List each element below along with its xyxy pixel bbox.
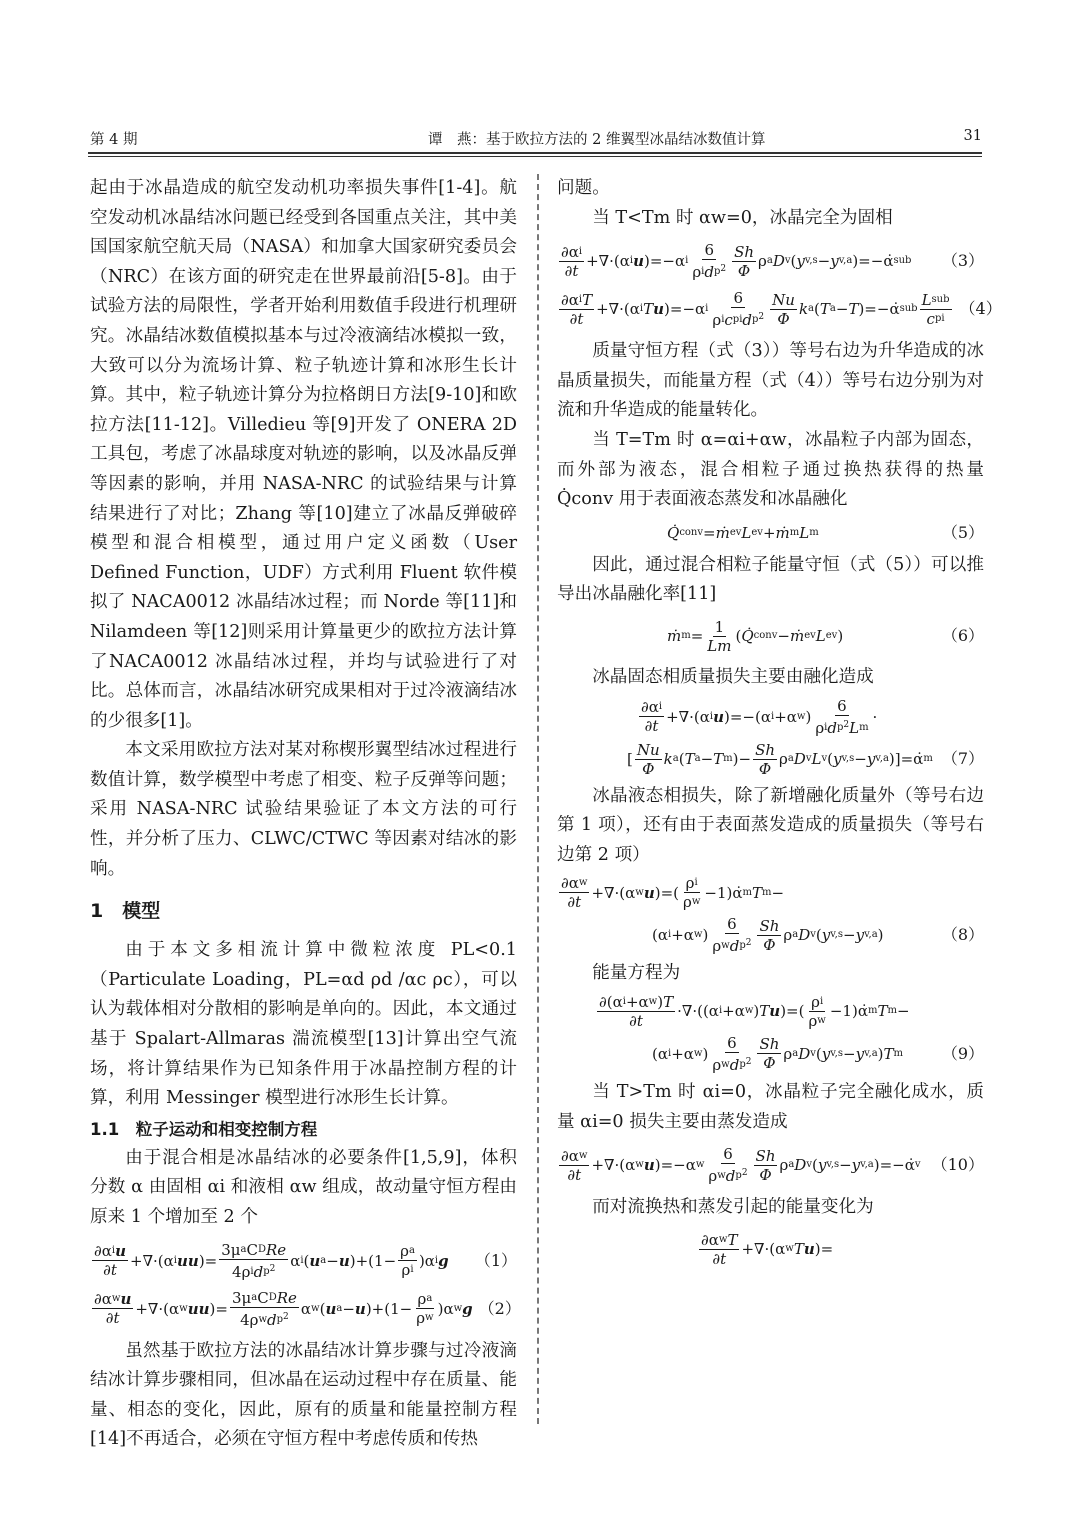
equation-3: $\frac{\partial\alpha i}{\partial t}$ +∇·(α i u )=−α i $\frac{6}{\rho idp^2}$ $\frac{Sh}{\Phi}$ ρ a D v ( y v,s − y v,a )=−α̇ sub （3） bbox=[561, 241, 984, 282]
equation-7a: $\frac{\partial\alpha i}{\partial t}$ +∇·(α i u )=−(α i +α w ) $\frac{6}{\rho idp^2Lm}$ · bbox=[641, 696, 878, 737]
paragraph: 虽然基于欧拉方法的冰晶结冰计算步骤与过冷液滴结冰计算步骤相同，但冰晶在运动过程中存在质量、能量、相态的变化，因此，原有的质量和能量控制方程[14]不再适合，必须在守恒方程中考虑传质和传热 bbox=[90, 1340, 517, 1450]
paragraph: 冰晶液态相损失，除了新增融化质量外（等号右边第 1 项），还有由于表面蒸发造成的质量损失（等号右边第 2 项） bbox=[557, 785, 984, 865]
equation-10: $\frac{\partial\alpha w}{\partial t}$ +∇·(α w u )=−α w $\frac{6}{\rho wdp^2}$ $\frac{Sh}{\Phi}$ ρ a D v ( y v,s − y v,a )=−α̇ v （10） bbox=[561, 1145, 984, 1186]
equation-9b: (α i +α w ) $\frac{6}{\rho wdp^2}$ $\frac{Sh}{\Phi}$ ρ a D v ( y v,s − y v,a ) T m （9） bbox=[652, 1033, 984, 1074]
equation-number: （8） bbox=[941, 925, 984, 945]
paragraph: 起由于冰晶造成的航空发动机功率损失事件[1-4]。航空发动机冰晶结冰问题已经受到各国重点关注，其中美国国家航空航天局（NASA）和加拿大国家研究委员会（NRC）在该方面的研究走在世界最前沿[5-8]。由于试验方法的局限性，学者开始利用数值手段进行机理研究。冰晶结冰数值模拟基本与过冷液滴结冰模拟一致，大致可以分为流场计算、粒子轨迹计算和冰形生长计算。其中，粒子轨迹计算分为拉格朗日方法[9-10]和欧拉方法[11-12]。Villedieu 等[9]开发了 ONERA 2D 工具包，考虑了冰晶球度对轨迹的影响，以及冰晶反弹等因素的影响，并用 NASA-NRC 的试验结果与计算结果进行了对比；Zhang 等[10]建立了冰晶反弹破碎模型和混合相模型，通过用户定义函数（User Defined Function，UDF）方式利用 Fluent 软件模拟了 NACA0012 冰晶结冰过程；而 Norde 等[11]和 Nilamdeen 等[12]则采用计算量更少的欧拉方法计算了NACA0012 冰晶结冰过程，并均与试验进行了对比。总体而言，冰晶结冰研究成果相对于过冷液滴结冰的少很多[1]。 bbox=[90, 178, 517, 731]
equation-9a: $\frac{\partial(\alpha i+\alpha w)T}{\partial t}$ ·∇·((α i +α w ) T u )=( $\frac{\rho i}{\rho w}$ −1)α̇ m T m − bbox=[599, 992, 910, 1030]
header-rule-thin bbox=[88, 156, 982, 157]
equation-number: （1） bbox=[474, 1250, 517, 1270]
equation-number: （9） bbox=[941, 1043, 984, 1063]
paragraph: 当 T<Tm 时 αw=0，冰晶完全为固相 bbox=[592, 207, 893, 228]
equation-11-partial: $\frac{\text{∂αwT}}{\partial t}$ +∇·(α w T u )= bbox=[701, 1230, 834, 1268]
equation-4: $\frac{\text{∂αiT}}{\partial t}$ +∇·(α i T u )=−α i $\frac{6}{\rho icpidp^2}$ $\frac{Nu}{\Phi}$ k a ( T a − T )=−α̇ sub $\frac{\text{Lsub}}{\text{cpi}}$ （4） bbox=[561, 289, 1002, 330]
equation-8b: (α i +α w ) $\frac{6}{\rho wdp^2}$ $\frac{Sh}{\Phi}$ ρ a D v ( y v,s − y v,a ) （8） bbox=[652, 915, 984, 956]
equation-number: （2） bbox=[478, 1298, 521, 1318]
equation-number: （3） bbox=[941, 251, 984, 271]
header-rule bbox=[88, 152, 982, 154]
equation-5: Q̇ conv = ṁ ev L ev + ṁ m L m （5） bbox=[667, 522, 984, 542]
subsection-heading: 1.1 粒子运动和相变控制方程 bbox=[90, 1119, 318, 1139]
paragraph: 质量守恒方程（式（3））等号右边为升华造成的冰晶质量损失，而能量方程（式（4））等号右边分别为对流和升华造成的能量转化。 bbox=[557, 341, 984, 421]
page-number: 31 bbox=[963, 128, 982, 144]
equation-number: （7） bbox=[941, 749, 984, 769]
paragraph: 当 T>Tm 时 αi=0，冰晶粒子完全融化成水，质量 αi=0 损失主要由蒸发造成 bbox=[557, 1081, 984, 1132]
column-divider bbox=[537, 174, 539, 1424]
equation-6: ṁ m = $\frac{1}{Lm}$ ( Q̇ conv − ṁ ev L ev ) （6） bbox=[667, 617, 984, 655]
paragraph: 问题。 bbox=[557, 178, 610, 198]
equation-number: （6） bbox=[941, 626, 984, 646]
left-column bbox=[90, 174, 521, 1455]
equation-1: $\frac{\text{∂αiu}}{\partial t}$ +∇·(α i uu )= $\frac{\text{3μaCDRe}}{4\rho idp^2}$ α i ( u a − u )+(1− $\frac{\rho a}{\rho i}$ )α i g （1） bbox=[94, 1240, 517, 1281]
equation-number: （5） bbox=[941, 522, 984, 542]
paragraph: 当 T=Tm 时 α=αi+αw，冰晶粒子内部为固态，而外部为液态，混合相粒子通过换热获得的热量 Q̇conv 用于表面液态蒸发和冰晶融化 bbox=[557, 429, 984, 510]
equation-2: $\frac{\text{∂αwu}}{\partial t}$ +∇·(α w uu )= $\frac{\text{3μaCDRe}}{4\rho wdp^2}$ α w ( u a − u )+(1− $\frac{\rho a}{\rho w}$ )α w g （2） bbox=[94, 1288, 521, 1329]
issue-number: 第 4 期 bbox=[90, 132, 138, 148]
article-title: 谭 燕：基于欧拉方法的 2 维翼型冰晶结冰数值计算 bbox=[428, 132, 766, 148]
running-header bbox=[88, 128, 982, 154]
equation-7b: [ $\frac{Nu}{\Phi}$ k a ( T a − T m )− $\frac{Sh}{\Phi}$ ρ a D v L v ( y v,s − y v,a )]=α̇ m （7） bbox=[627, 740, 984, 778]
paragraph: 本文采用欧拉方法对某对称楔形翼型结冰过程进行数值计算，数学模型中考虑了相变、粒子反弹等问题；采用 NASA-NRC 试验结果验证了本文方法的可行性，并分析了压力、CLWC/CTWC 等因素对结冰的影响。 bbox=[90, 740, 517, 879]
right-column bbox=[557, 174, 1002, 1276]
paragraph: 由于混合相是冰晶结冰的必要条件[1,5,9]，体积分数 α 由固相 αi 和液相 αw 组成，故动量守恒方程由原来 1 个增加至 2 个 bbox=[90, 1147, 517, 1227]
equation-number: （10） bbox=[931, 1155, 984, 1175]
section-heading: 1 模型 bbox=[90, 900, 161, 923]
paragraph: 冰晶固态相质量损失主要由融化造成 bbox=[592, 666, 874, 687]
paragraph: 能量方程为 bbox=[592, 963, 681, 984]
paragraph: 由于本文多相流计算中微粒浓度 PL<0.1（Particulate Loading，PL=αd ρd /αc ρc），可以认为载体相对分散相的影响是单向的。因此，本文通过基于 Spalart-Allmaras 湍流模型[13]计算出空气流场，将计算结果作为已知条件用于冰晶控制方程的计算，利用 Messinger 模型进行冰形生长计算。 bbox=[90, 940, 517, 1109]
equation-8a: $\frac{\partial\alpha w}{\partial t}$ +∇·(α w u )=( $\frac{\rho i}{\rho w}$ −1)α̇ m T m − bbox=[561, 874, 785, 912]
paragraph: 因此，通过混合相粒子能量守恒（式（5））可以推导出冰晶融化率[11] bbox=[557, 554, 984, 605]
equation-number: （4） bbox=[959, 299, 1002, 319]
paragraph: 而对流换热和蒸发引起的能量变化为 bbox=[592, 1197, 874, 1218]
